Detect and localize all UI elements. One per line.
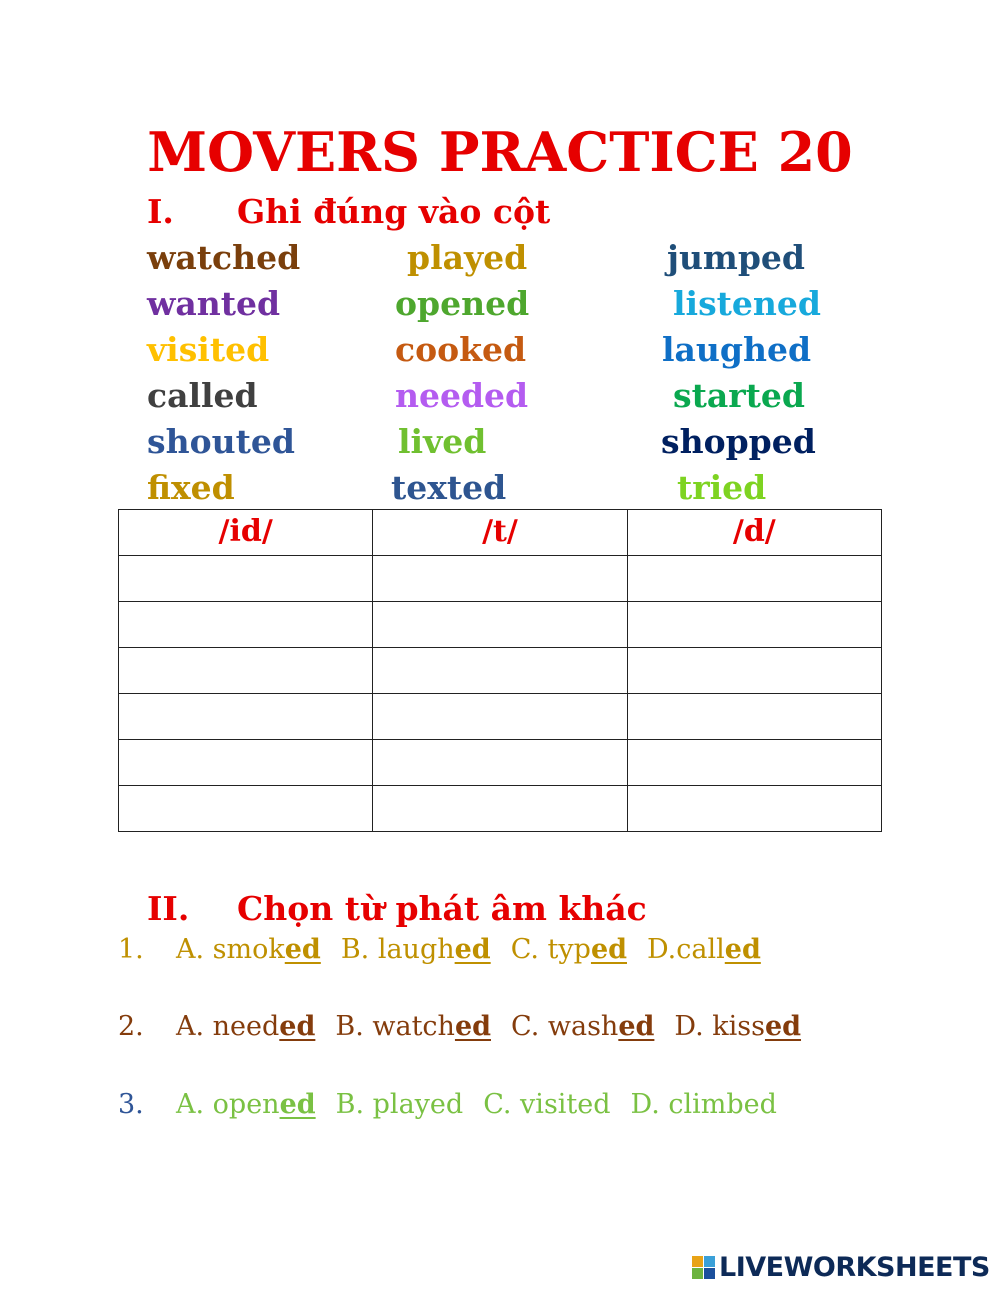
- liveworksheets-logo-icon: [692, 1256, 715, 1279]
- answer-option[interactable]: [176, 934, 321, 965]
- word-item[interactable]: cooked: [395, 330, 527, 369]
- word-item[interactable]: listened: [673, 284, 821, 323]
- table-row: [119, 694, 882, 740]
- column-header-t: /t/: [373, 510, 627, 556]
- answer-option[interactable]: [631, 1089, 777, 1120]
- column-header-id: /id/: [119, 510, 373, 556]
- option-text: A. open: [176, 1089, 280, 1120]
- table-row: [119, 786, 882, 832]
- option-underlined-ending: ed: [590, 934, 627, 965]
- answer-option[interactable]: [511, 1011, 654, 1042]
- answer-option[interactable]: [335, 1011, 491, 1042]
- answer-cell-d[interactable]: [627, 694, 881, 740]
- option-text: C. wash: [511, 1011, 619, 1042]
- word-item[interactable]: lived: [398, 422, 487, 461]
- section-1-heading: [147, 192, 550, 231]
- option-text: D. climbed: [630, 1089, 777, 1120]
- word-item[interactable]: shouted: [147, 422, 295, 461]
- option-underlined-ending: ed: [279, 1089, 316, 1120]
- column-header-d: /d/: [627, 510, 881, 556]
- section-2-heading: [147, 889, 647, 928]
- section-1-label: Ghi đúng vào cột: [237, 192, 551, 231]
- logo-text: LIVEWORKSHEETS: [719, 1252, 990, 1283]
- option-underlined-ending: ed: [279, 1011, 316, 1042]
- option-underlined-ending: ed: [618, 1011, 655, 1042]
- word-item[interactable]: fixed: [147, 468, 235, 507]
- sorting-table: [118, 509, 882, 832]
- word-item[interactable]: opened: [395, 284, 530, 323]
- option-text: B. laugh: [340, 934, 455, 965]
- answer-option[interactable]: [647, 934, 761, 965]
- answer-option[interactable]: [341, 934, 491, 965]
- answer-option[interactable]: [176, 1011, 315, 1042]
- word-item[interactable]: played: [407, 238, 528, 277]
- answer-cell-t[interactable]: [373, 648, 627, 694]
- word-item[interactable]: watched: [147, 238, 301, 277]
- table-header-row: [119, 510, 882, 556]
- answer-cell-t[interactable]: [373, 556, 627, 602]
- option-underlined-ending: ed: [764, 1011, 802, 1042]
- option-underlined-ending: ed: [454, 934, 491, 965]
- answer-cell-d[interactable]: [627, 740, 881, 786]
- table-row: [119, 556, 882, 602]
- answer-option[interactable]: [336, 1089, 464, 1120]
- word-item[interactable]: shopped: [661, 422, 816, 461]
- answer-cell-id[interactable]: [119, 648, 373, 694]
- answer-cell-d[interactable]: [627, 602, 881, 648]
- section-2-number: II.: [147, 889, 190, 928]
- option-underlined-ending: ed: [724, 934, 761, 965]
- answer-cell-t[interactable]: [373, 694, 627, 740]
- word-item[interactable]: visited: [147, 330, 270, 369]
- option-text: D.call: [647, 934, 725, 965]
- question-number: 3.: [118, 1089, 144, 1120]
- word-item[interactable]: texted: [391, 468, 507, 507]
- word-item[interactable]: needed: [395, 376, 529, 415]
- question-item: [118, 1087, 797, 1123]
- answer-cell-t[interactable]: [373, 602, 627, 648]
- answer-cell-id[interactable]: [119, 694, 373, 740]
- word-item[interactable]: started: [673, 376, 805, 415]
- answer-cell-id[interactable]: [119, 740, 373, 786]
- section-1-number: I.: [147, 192, 174, 231]
- section-2-label: Chọn từ phát âm khác: [237, 889, 647, 928]
- answer-cell-d[interactable]: [627, 556, 881, 602]
- word-item[interactable]: tried: [677, 468, 767, 507]
- question-item: [118, 932, 781, 968]
- liveworksheets-logo: [692, 1252, 990, 1283]
- answer-cell-id[interactable]: [119, 786, 373, 832]
- answer-cell-id[interactable]: [119, 602, 373, 648]
- word-item[interactable]: jumped: [667, 238, 805, 277]
- page-title: MOVERS PRACTICE 20: [147, 120, 853, 184]
- word-item[interactable]: called: [147, 376, 258, 415]
- answer-cell-t[interactable]: [373, 740, 627, 786]
- answer-option[interactable]: [176, 1089, 316, 1120]
- word-item[interactable]: laughed: [662, 330, 812, 369]
- option-text: A. need: [176, 1011, 280, 1042]
- answer-option[interactable]: [674, 1011, 801, 1042]
- answer-cell-id[interactable]: [119, 556, 373, 602]
- option-underlined-ending: ed: [454, 1011, 491, 1042]
- question-item: [118, 1009, 821, 1045]
- option-underlined-ending: ed: [284, 934, 321, 965]
- option-text: A. smok: [176, 934, 285, 965]
- table-body: [119, 556, 882, 832]
- option-text: C. typ: [510, 934, 591, 965]
- answer-option[interactable]: [511, 934, 627, 965]
- answer-cell-d[interactable]: [627, 648, 881, 694]
- table-row: [119, 602, 882, 648]
- question-number: 2.: [118, 1011, 144, 1042]
- option-text: C. visited: [483, 1089, 611, 1120]
- option-text: B. played: [335, 1089, 464, 1120]
- question-number: 1.: [118, 934, 144, 965]
- answer-cell-t[interactable]: [373, 786, 627, 832]
- answer-cell-d[interactable]: [627, 786, 881, 832]
- option-text: B. watch: [335, 1011, 455, 1042]
- word-item[interactable]: wanted: [147, 284, 281, 323]
- option-text: D. kiss: [674, 1011, 765, 1042]
- table-row: [119, 648, 882, 694]
- table-row: [119, 740, 882, 786]
- answer-option[interactable]: [483, 1089, 610, 1120]
